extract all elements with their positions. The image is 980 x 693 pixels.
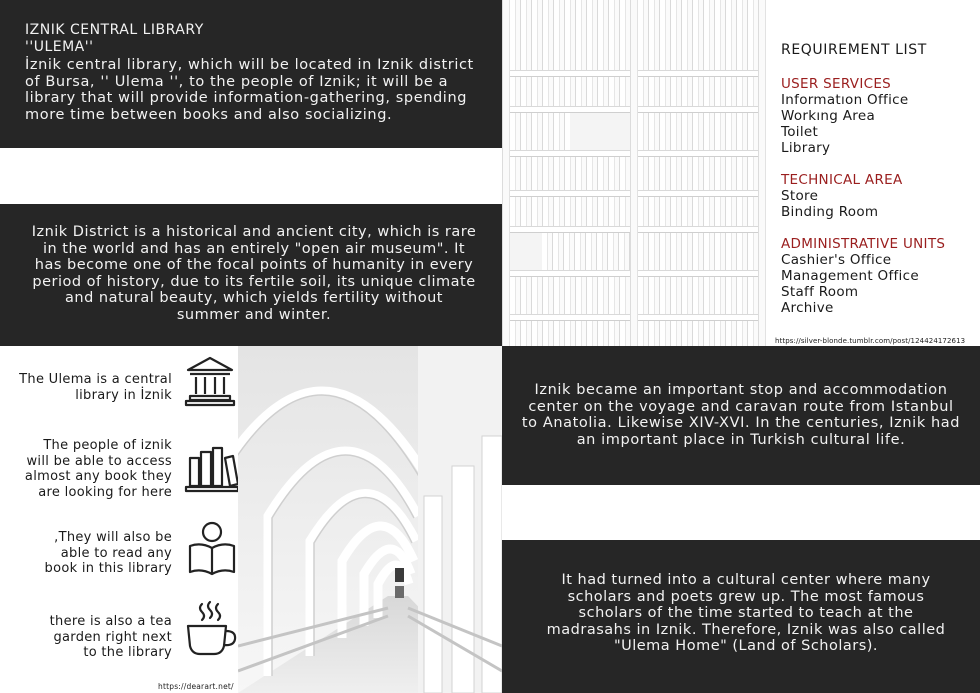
feature-line: will be able to access <box>26 453 172 469</box>
list-item: Binding Room <box>781 204 879 220</box>
intro-text <box>25 57 478 123</box>
intro-line: İznik central library, which will be located in Iznik district <box>25 57 474 73</box>
books-row <box>638 276 758 314</box>
history-line: Iznik District is a historical and ancient city, which is rare <box>31 224 477 240</box>
reading-person-icon <box>184 520 240 576</box>
arcade-image-credit: https://dearart.net/ <box>158 682 234 691</box>
scholars-line: It had turned into a cultural center where many <box>561 572 931 588</box>
spacer <box>781 156 976 172</box>
page-subtitle: ''ULEMA'' <box>25 39 94 55</box>
feature-line: library in İznik <box>75 387 172 403</box>
list-item: Store <box>781 188 819 204</box>
history-panel <box>0 204 502 346</box>
requirement-list <box>781 42 976 316</box>
category-technical-area: TECHNICAL AREA <box>781 172 903 188</box>
intro-line: library that will provide information-gathering, spending <box>25 90 468 106</box>
history-line: has become one of the focal points of humanity in every <box>34 257 474 274</box>
feature-line: are looking for here <box>38 484 172 500</box>
scholars-line: scholars and poets grew up. The most famous <box>567 588 925 605</box>
scholars-panel <box>502 540 980 693</box>
tea-cup-icon <box>182 600 240 662</box>
feature-line: The people of iznik <box>43 438 172 453</box>
page-title: IZNIK CENTRAL LIBRARY <box>25 22 204 38</box>
feature-line: to the library <box>83 645 172 660</box>
feature-line: book in this library <box>44 561 172 576</box>
stop-line: Iznik became an important stop and accommodation <box>534 382 948 398</box>
books-row <box>510 196 630 226</box>
feature-line: garden right next <box>53 629 172 645</box>
shelf-image-credit: https://silver-blonde.tumblr.com/post/124424172613 <box>775 337 966 345</box>
shelf-post <box>502 0 510 346</box>
list-item: Library <box>781 140 831 156</box>
feature-line: The Ulema is a central <box>19 372 172 387</box>
books-row <box>638 0 758 70</box>
library-building-icon <box>182 352 238 408</box>
feature-reading <box>45 530 172 577</box>
list-item: Staff Room <box>781 284 859 300</box>
books-row <box>638 232 758 270</box>
stop-line: to Anatolia. Likewise XIV-XVI. In the centuries, Iznik had <box>521 415 961 432</box>
shelf-post <box>630 0 638 346</box>
books-icon <box>184 438 240 494</box>
caravan-route-panel <box>502 346 980 485</box>
shelf-post <box>758 0 766 346</box>
list-item: Workıng Area <box>781 108 876 124</box>
books-row <box>510 320 630 346</box>
history-line: period of history, due to its fertile soil, its unique climate <box>32 273 476 290</box>
list-item: Toilet <box>781 124 819 140</box>
scholars-line: "Ulema Home" (Land of Scholars). <box>613 638 879 655</box>
list-item: Archive <box>781 300 834 316</box>
feature-line: almost any book they <box>24 469 172 484</box>
books-row <box>542 232 630 270</box>
history-line: in the world and has an entirely "open air museum". It <box>42 240 466 257</box>
requirement-heading: REQUIREMENT LIST <box>781 42 927 58</box>
list-item: Informatıon Office <box>781 92 909 108</box>
stop-line: center on the voyage and caravan route from Istanbul <box>528 398 954 415</box>
books-row <box>638 112 758 150</box>
category-user-services: USER SERVICES <box>781 76 892 92</box>
history-line: and natural beauty, which yields fertility without <box>65 290 443 307</box>
books-row <box>510 112 570 150</box>
books-row <box>638 196 758 226</box>
history-line: summer and winter. <box>176 306 332 323</box>
scholars-line: madrasahs in Iznik. Therefore, Iznik was also called <box>546 621 946 638</box>
books-row <box>638 76 758 106</box>
books-row <box>510 276 630 314</box>
list-item: Management Office <box>781 268 919 284</box>
books-row <box>510 156 630 190</box>
books-row <box>638 320 758 346</box>
spacer <box>781 220 976 236</box>
feature-central-library <box>19 372 172 403</box>
list-item: Cashier's Office <box>781 252 892 268</box>
feature-line: there is also a tea <box>49 614 172 629</box>
feature-line: able to read any <box>60 545 172 561</box>
arcade-image <box>238 346 502 693</box>
books-row <box>510 0 630 70</box>
scholars-line: scholars of the time started to teach at the <box>578 605 914 622</box>
stop-line: an important place in Turkish cultural life. <box>576 431 906 448</box>
intro-line: more time between books and also socializing. <box>25 106 393 123</box>
bookshelf-image <box>502 0 766 346</box>
intro-panel <box>0 0 502 148</box>
feature-book-access <box>25 438 172 500</box>
books-row <box>638 156 758 190</box>
intro-line: of Bursa, '' Ulema '', to the people of Iznik; it will be a <box>25 73 449 90</box>
books-row <box>510 76 630 106</box>
category-administrative-units: ADMINISTRATIVE UNITS <box>781 236 946 252</box>
feature-line: ,They will also be <box>54 530 172 545</box>
feature-tea-garden <box>50 614 172 661</box>
